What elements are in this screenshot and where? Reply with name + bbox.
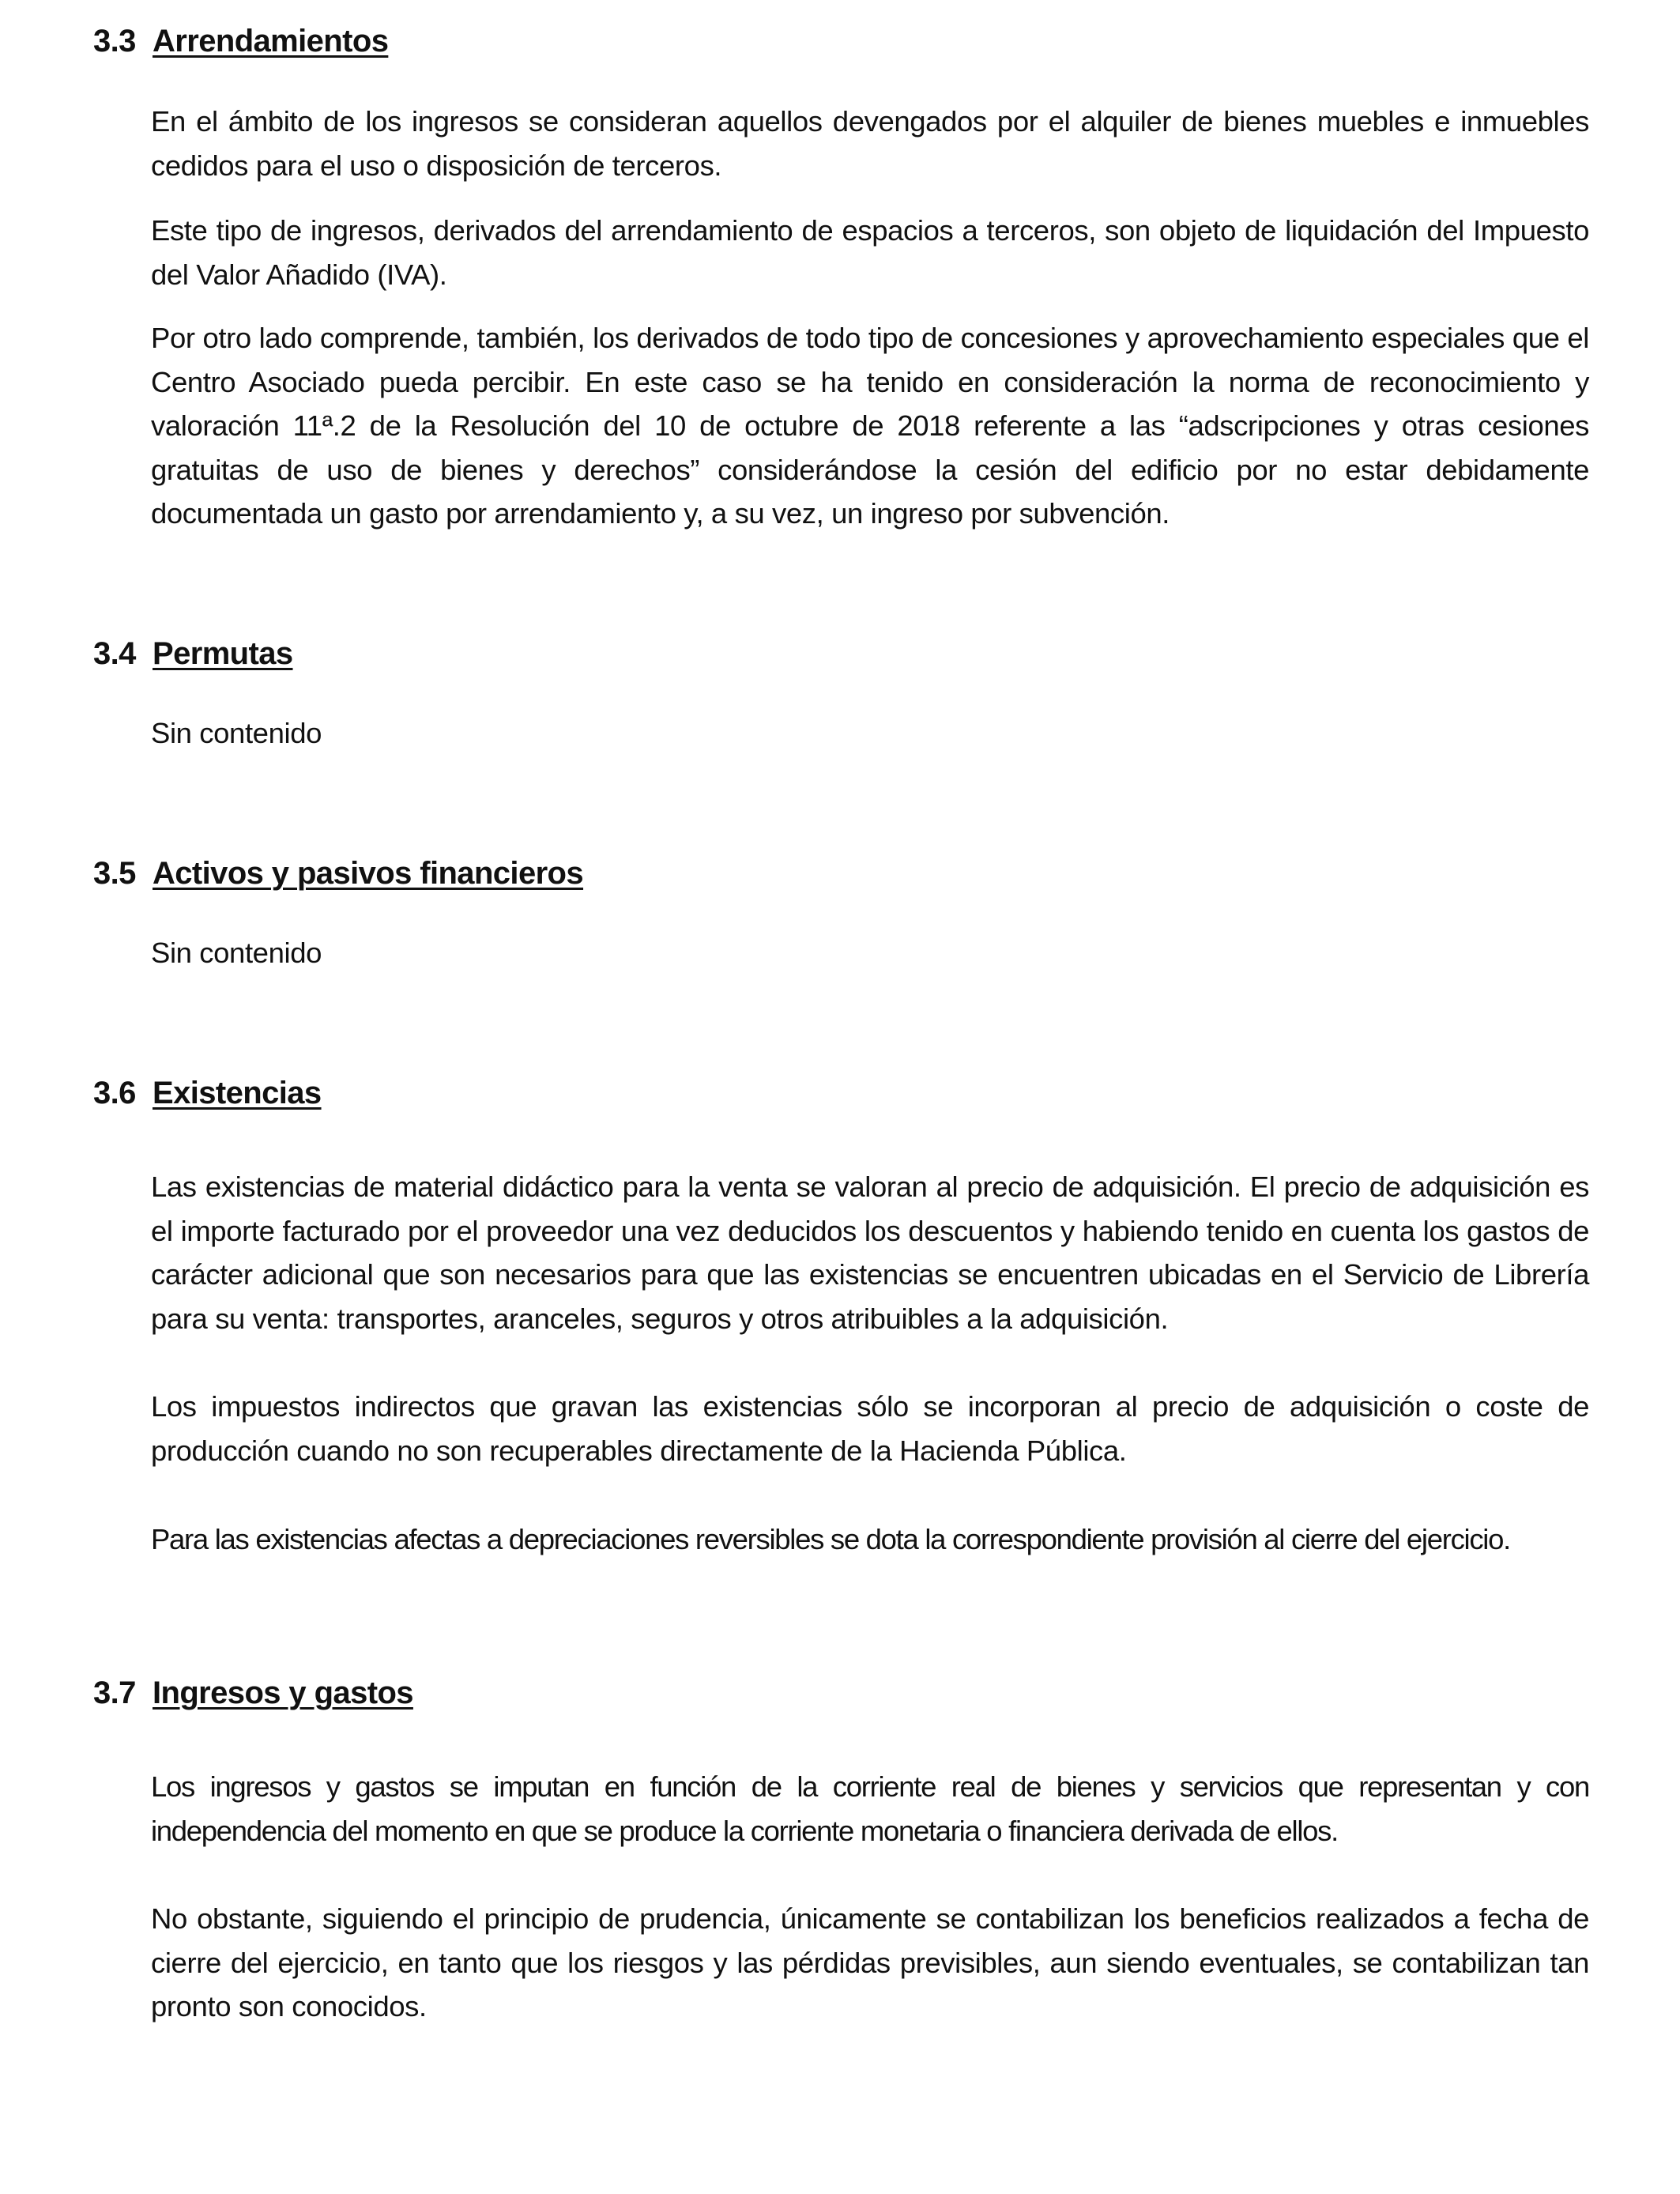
paragraph: Sin contenido [151, 937, 322, 969]
section-heading-activos-pasivos [93, 854, 583, 892]
section-number: 3.4 [93, 636, 136, 671]
paragraph: Este tipo de ingresos, derivados del arrendamiento de espacios a terceros, son objeto de liquidación del Impuesto del Valor Añadido (IVA). [151, 214, 1589, 291]
section-heading-permutas [93, 635, 293, 673]
section-title: Ingresos y gastos [153, 1676, 413, 1710]
paragraph: Por otro lado comprende, también, los derivados de todo tipo de concesiones y aprovechamiento especiales que el Centro Asociado pueda percibir. En este caso se ha tenido en consideración la norma de reconocimiento y valoración 11ª.2 de la Resolución del 10 de octubre de 2018 referente a las “adscripciones y otras cesiones gratuitas de uso de bienes y derechos” considerándose la cesión del edificio por no estar debidamente documentada un gasto por arrendamiento y, a su vez, un ingreso por subvención. [151, 322, 1589, 530]
section-heading-arrendamientos [93, 22, 388, 60]
section-title: Activos y pasivos financieros [153, 856, 584, 891]
section-title: Existencias [153, 1076, 322, 1110]
paragraph: Para las existencias afectas a depreciaciones reversibles se dota la correspondiente provisión al cierre del ejercicio. [151, 1523, 1510, 1555]
section-title: Permutas [153, 636, 293, 671]
paragraph: No obstante, siguiendo el principio de prudencia, únicamente se contabilizan los beneficios realizados a fecha de cierre del ejercicio, en tanto que los riesgos y las pérdidas previsibles, aun siendo eventuales, se contabilizan tan pronto son conocidos. [151, 1902, 1589, 2022]
paragraph: En el ámbito de los ingresos se consideran aquellos devengados por el alquiler de bienes muebles e inmuebles cedidos para el uso o disposición de terceros. [151, 105, 1589, 182]
section-number: 3.7 [93, 1676, 136, 1710]
section-title: Arrendamientos [153, 24, 389, 58]
section-heading-existencias [93, 1074, 322, 1112]
section-heading-ingresos-gastos [93, 1674, 413, 1712]
section-number: 3.3 [93, 24, 136, 58]
paragraph: Los ingresos y gastos se imputan en función de la corriente real de bienes y servicios que representan y con independencia del momento en que se produce la corriente monetaria o financiera derivada de ellos. [151, 1770, 1589, 1847]
section-number: 3.5 [93, 856, 136, 891]
section-number: 3.6 [93, 1076, 136, 1110]
paragraph: Los impuestos indirectos que gravan las existencias sólo se incorporan al precio de adquisición o coste de producción cuando no son recuperables directamente de la Hacienda Pública. [151, 1390, 1589, 1467]
paragraph: Las existencias de material didáctico para la venta se valoran al precio de adquisición. El precio de adquisición es el importe facturado por el proveedor una vez deducidos los descuentos y habiendo tenido en cuenta los gastos de carácter adicional que son necesarios para que las existencias se encuentren ubicadas en el Servicio de Librería para su venta: transportes, aranceles, seguros y otros atribuibles a la adquisición. [151, 1171, 1589, 1335]
paragraph: Sin contenido [151, 717, 322, 749]
